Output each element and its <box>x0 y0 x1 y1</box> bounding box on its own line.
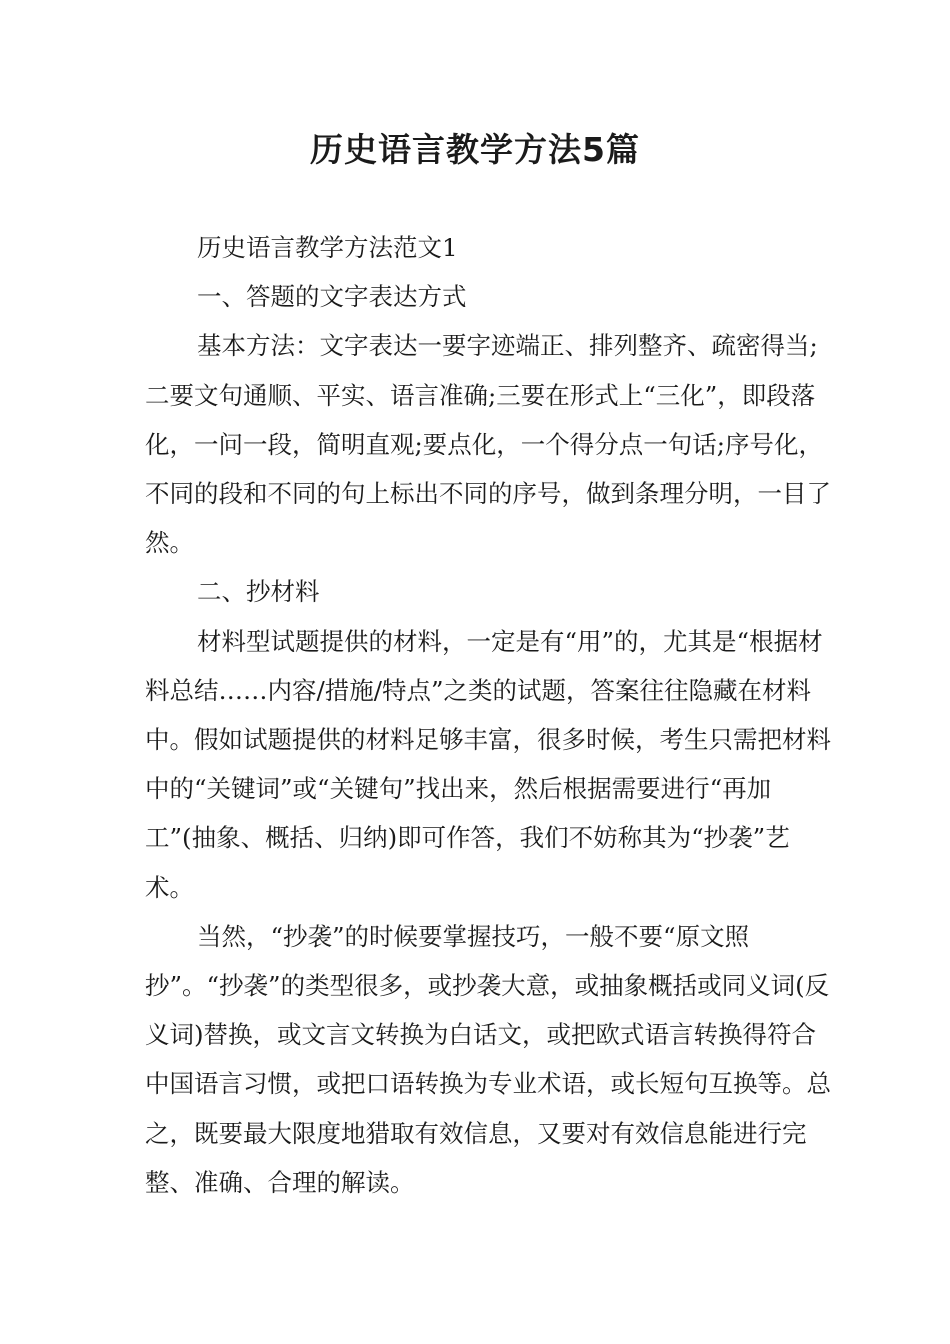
paragraph-body-2: 材料型试题提供的材料，一定是有“用”的，尤其是“根据材料总结……内容/措施/特点”之类的试题，答案往往隐藏在材料中。假如试题提供的材料足够丰富，很多时候，考生只需把材料中的“关键词”或“关键句”找出来，然后根据需要进行“再加工”(抽象、概括、归纳)即可作答，我们不妨称其为“抄袭”艺术。 <box>145 626 831 902</box>
document-title: 历史语言教学方法5篇 <box>310 130 640 169</box>
paragraph-heading-2: 二、抄材料 <box>197 577 320 607</box>
document-body <box>145 223 835 1207</box>
paragraph-body-3: 当然，“抄袭”的时候要掌握技巧，一般不要“原文照抄”。“抄袭”的类型很多，或抄袭大意，或抽象概括或同义词(反义词)替换，或文言文转换为白话文，或把欧式语言转换得符合中国语言习惯，或把口语转换为专业术语，或长短句互换等。总之，既要最大限度地猎取有效信息，又要对有效信息能进行完整、准确、合理的解读。 <box>145 921 831 1197</box>
paragraph-subtitle: 历史语言教学方法范文1 <box>197 233 458 262</box>
paragraph-heading-1: 一、答题的文字表达方式 <box>197 282 467 312</box>
paragraph-body-1: 基本方法：文字表达一要字迹端正、排列整齐、疏密得当;二要文句通顺、平实、语言准确;三要在形式上“三化”，即段落化，一问一段，简明直观;要点化，一个得分点一句话;序号化，不同的段和不同的句上标出不同的序号，做到条理分明，一目了然。 <box>145 331 831 558</box>
